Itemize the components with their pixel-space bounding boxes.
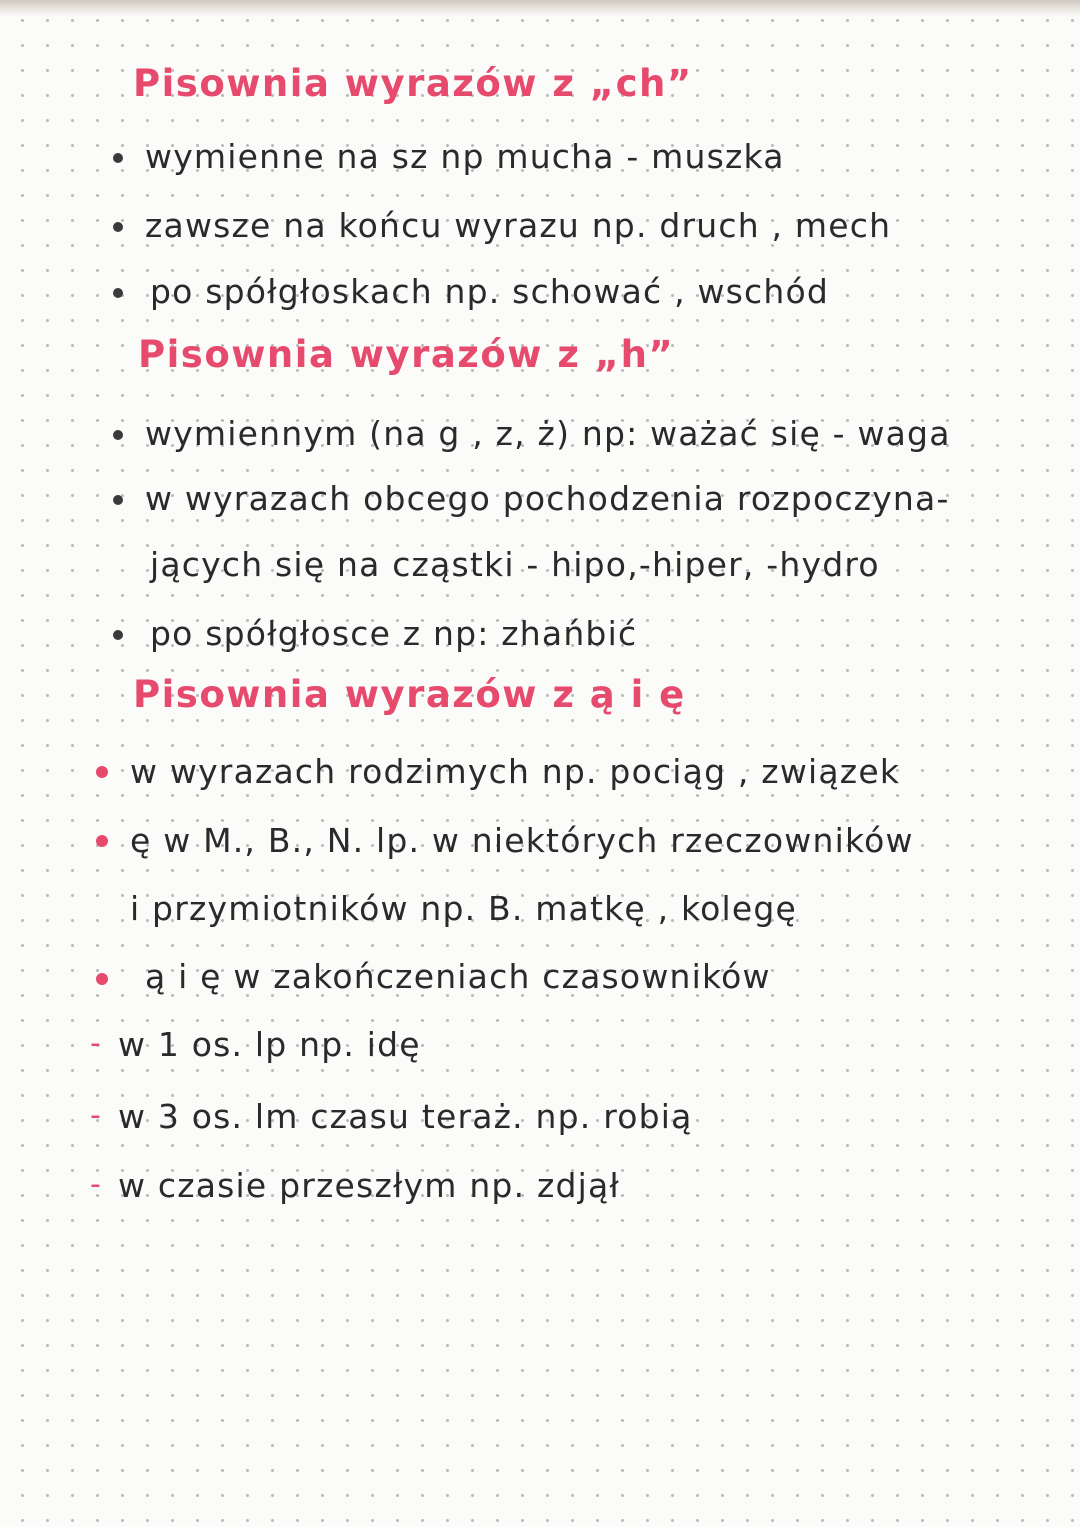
- list-item: ą i ę w zakończeniach czasowników: [145, 957, 771, 996]
- list-item: w wyrazach obcego pochodzenia rozpoczyna-: [145, 479, 950, 518]
- list-item: zawsze na końcu wyrazu np. druch , mech: [145, 206, 892, 245]
- heading-pisownia-h: Pisownia wyrazów z „h”: [138, 333, 675, 376]
- list-item-continuation: jących się na cząstki - hipo,-hiper, -hydro: [150, 545, 880, 584]
- bullet-dot: [113, 153, 123, 163]
- bullet-dot: [113, 430, 123, 440]
- bullet-dot: [113, 495, 123, 505]
- heading-pisownia-ch: Pisownia wyrazów z „ch”: [133, 62, 693, 105]
- sub-list-item: w 3 os. lm czasu teraż. np. robią: [118, 1097, 693, 1136]
- bullet-dot: [96, 973, 108, 985]
- bullet-dot: [96, 766, 108, 778]
- list-item: po spółgłoskach np. schować , wschód: [150, 272, 830, 311]
- dash-marker: -: [90, 1167, 101, 1202]
- bullet-dot: [113, 222, 123, 232]
- bullet-dot: [113, 288, 123, 298]
- list-item: po spółgłosce z np: zhańbić: [150, 614, 638, 653]
- heading-pisownia-nasal: Pisownia wyrazów z ą i ę: [133, 673, 686, 716]
- list-item: ę w M., B., N. lp. w niektórych rzeczowników: [130, 821, 914, 860]
- dash-marker: -: [90, 1026, 101, 1061]
- dash-marker: -: [90, 1098, 101, 1133]
- list-item: wymiennym (na g , z, ż) np: ważać się - waga: [145, 414, 951, 453]
- sub-list-item: w 1 os. lp np. idę: [118, 1025, 421, 1064]
- list-item: w wyrazach rodzimych np. pociąg , związek: [130, 752, 901, 791]
- bullet-dot: [113, 630, 123, 640]
- sub-list-item: w czasie przeszłym np. zdjął: [118, 1166, 620, 1205]
- list-item: wymienne na sz np mucha - muszka: [145, 137, 785, 176]
- bullet-dot: [96, 835, 108, 847]
- list-item-continuation: i przymiotników np. B. matkę , kolegę: [130, 889, 798, 928]
